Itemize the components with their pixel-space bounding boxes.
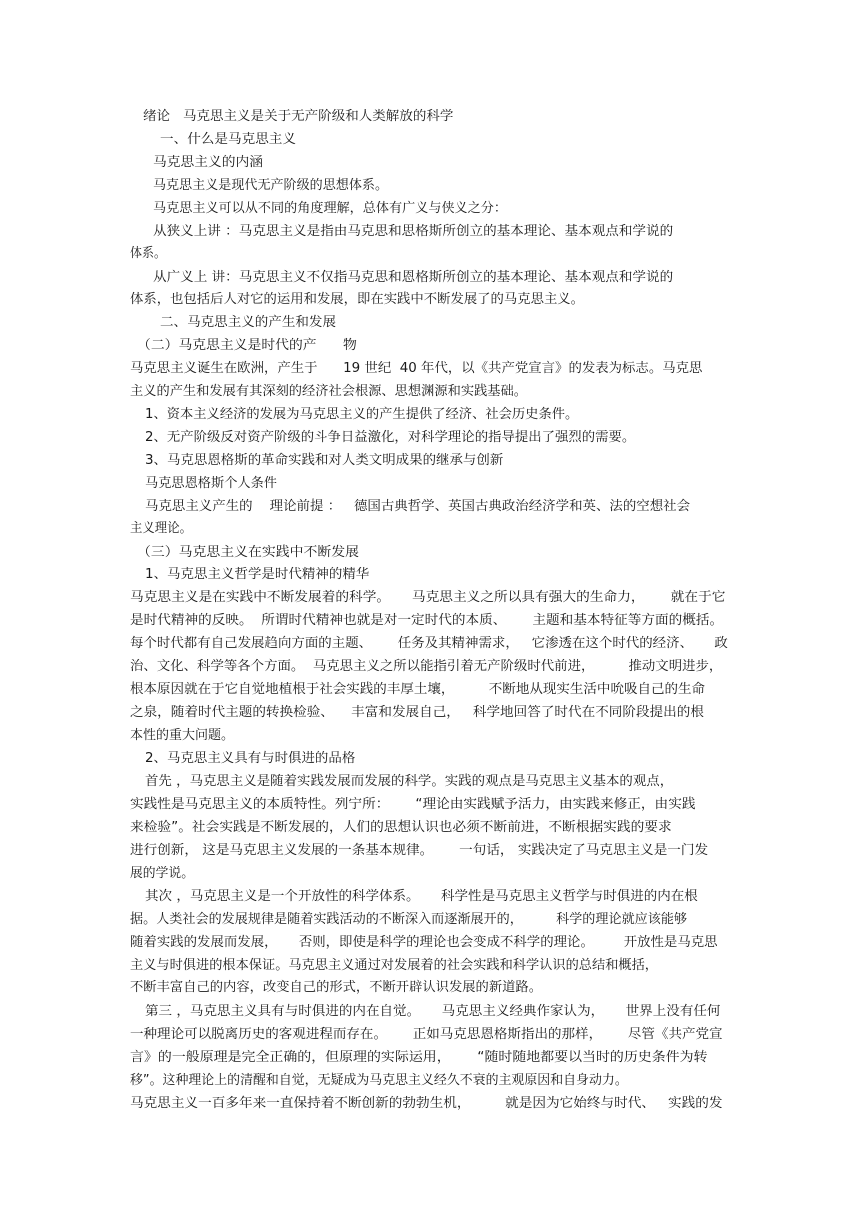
text-line: 体系，也包括后人对它的运用和发展，即在实践中不断发展了的马克思主义。 — [130, 292, 585, 307]
list-item: 2、马克思主义具有与时俱进的品格 — [145, 751, 356, 766]
text-line: 之泉，随着时代主题的转换检验、 丰富和发展自己， 科学地回答了时代在不同阶段提出的根 — [130, 705, 704, 720]
text-line: 移”。这种理论上的清醒和自觉，无疑成为马克思主义经久不衰的主观原因和自身动力。 — [130, 1073, 628, 1088]
text-line: 进行创新， 这是马克思主义发展的一条基本规律。 一句话， 实践决定了马克思主义是一门发 — [130, 843, 709, 858]
text-line: 首先 ，马克思主义是随着实践发展而发展的科学。实践的观点是马克思主义基本的观点， — [145, 774, 674, 789]
heading-section-2: 二、马克思主义的产生和发展 — [160, 315, 337, 330]
text-line: 其次 ，马克思主义是一个开放性的科学体系。 科学性是马克思主义哲学与时俱进的内在根 — [145, 889, 698, 904]
text-line: 不断丰富自己的内容，改变自己的形式，不断开辟认识发展的新道路。 — [130, 980, 543, 995]
text-line: 从狭义上讲 ：马克思主义是指由马克思和思格斯所创立的基本理论、基本观点和学说的 — [153, 224, 674, 239]
text-line: 是时代精神的反映。 所谓时代精神也就是对一定时代的本质、 主题和基本特征等方面的概括。 — [130, 613, 724, 628]
text-line: 本性的重大问题。 — [130, 728, 235, 743]
heading-section-1: 一、什么是马克思主义 — [160, 132, 297, 147]
text-line: 治、文化、科学等各个方面。 马克思主义之所以能指引着无产阶级时代前进， 推动文明进步， — [130, 659, 723, 674]
text-line: 马克思主义产生的 理论前提 ： 德国古典哲学、英国古典政治经济学和英、法的空想社会 — [145, 499, 691, 514]
heading-intro: 绪论 马克思主义是关于无产阶级和人类解放的科学 — [143, 109, 454, 124]
text-line: 主义与时俱进的根本保证。马克思主义通过对发展着的社会实践和科学认识的总结和概括， — [130, 958, 659, 973]
text-line: 第三 ，马克思主义具有与时俱进的内在自觉。 马克思主义经典作家认为， 世界上没有任何 — [145, 1004, 721, 1019]
text-line: 马克思主义是现代无产阶级的思想体系。 — [153, 178, 389, 193]
text-line: 体系。 — [130, 246, 167, 261]
list-item: 1、马克思主义哲学是时代精神的精华 — [145, 567, 370, 582]
text-line: 从广义上 讲：马克思主义不仅指马克思和恩格斯所创立的基本理论、基本观点和学说的 — [153, 270, 674, 285]
text-line: 随着实践的发展而发展， 否则，即使是科学的理论也会变成不科学的理论。 开放性是马克思 — [130, 935, 718, 950]
text-line: 展的学说。 — [130, 866, 195, 881]
text-line: 马克思主义一百多年来一直保持着不断创新的勃勃生机， 就是因为它始终与时代、 实践的发 — [130, 1096, 723, 1111]
text-line: 来检验”。社会实践是不断发展的，人们的思想认识也必须不断前进，不断根据实践的要求 — [130, 820, 672, 835]
text-line: 实践性是马克思主义的本质特性。列宁所： “理论由实践赋予活力，由实践来修正，由实践 — [130, 797, 696, 812]
list-item: 3、马克思恩格斯的革命实践和对人类文明成果的继承与创新 — [145, 453, 504, 468]
text-line: 主义的产生和发展有其深刻的经济社会根源、思想渊源和实践基础。 — [130, 384, 528, 399]
list-item: 2、无产阶级反对资产阶级的斗争日益激化，对科学理论的指导提出了强烈的需要。 — [145, 430, 636, 445]
text-line: 言》的一般原理是完全正确的，但原理的实际运用， “随时随地都要以当时的历史条件为转 — [130, 1050, 708, 1065]
text-line: 马克思主义可以从不同的角度理解，总体有广义与侠义之分： — [153, 201, 508, 216]
heading-subsection: （二）马克思主义是时代的产 物 — [137, 338, 357, 353]
text-line: 据。人类社会的发展规律是随着实践活动的不断深入而逐渐展开的， 科学的理论就应该能够 — [130, 912, 688, 927]
text-line: 主义理论。 — [130, 521, 193, 536]
text-line: 每个时代都有自己发展趋向方面的主题、 任务及其精神需求， 它渗透在这个时代的经济、 政 — [130, 636, 728, 651]
text-line: 马克思主义是在实践中不断发展着的科学。 马克思主义之所以具有强大的生命力， 就在于它 — [130, 590, 726, 605]
text-line: 马克思主义的内涵 — [153, 155, 264, 170]
text-line: 根本原因就在于它自觉地植根于社会实践的丰厚土壤， 不断地从现实生活中吮吸自己的生命 — [130, 682, 706, 697]
text-line: 一种理论可以脱离历史的客观进程而存在。 正如马克思恩格斯指出的那样， 尽管《共产党宣 — [130, 1027, 723, 1042]
text-line: 马克思主义诞生在欧洲，产生于 19 世纪 40 年代，以《共产党宣言》的发表为标志。马克思 — [130, 361, 703, 376]
list-item: 1、资本主义经济的发展为马克思主义的产生提供了经济、社会历史条件。 — [145, 407, 579, 422]
text-line: 马克思恩格斯个人条件 — [145, 476, 278, 491]
heading-subsection: （三）马克思主义在实践中不断发展 — [137, 545, 360, 560]
